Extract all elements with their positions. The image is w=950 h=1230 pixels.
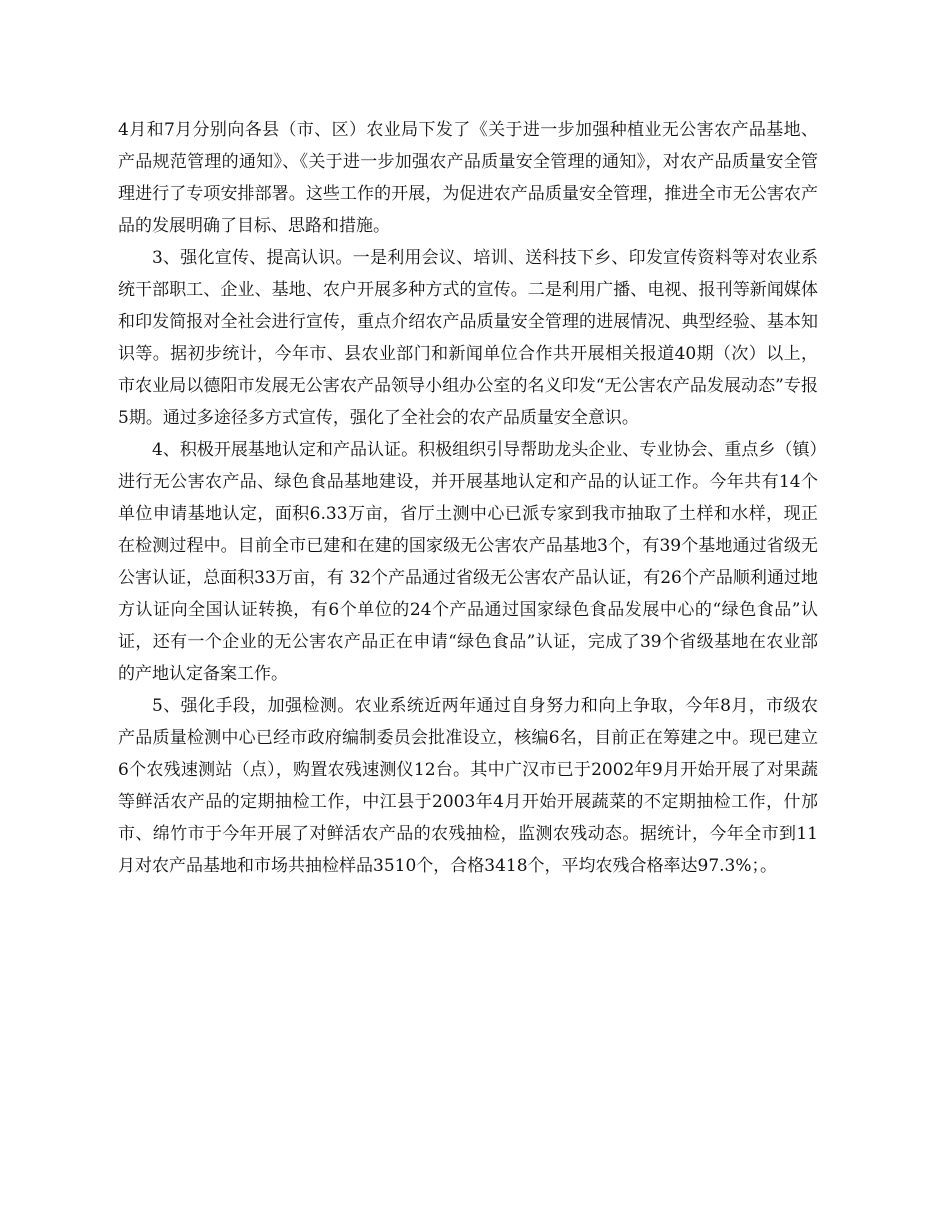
paragraph-4-certification: 4、积极开展基地认定和产品认证。积极组织引导帮助龙头企业、专业协会、重点乡（镇）进行无公害农产品、绿色食品基地建设，并开展基地认定和产品的认证工作。今年共有14个单位申请基地认定，面积6.33万亩，省厅土测中心已派专家到我市抽取了土样和水样，现正在检测过程中。目前全市已建和在建的国家级无公害农产品基地3个，有39个基地通过省级无公害认证，总面积33万亩，有 32个产品通过省级无公害农产品认证，有26个产品顺利通过地方认证向全国认证转换，有6个单位的24个产品通过国家绿色食品发展中心的“绿色食品”认证，还有一个企业的无公害农产品正在申请“绿色食品”认证，完成了39个省级基地在农业部的产地认定备案工作。 bbox=[118, 440, 818, 684]
paragraph-5-testing: 5、强化手段，加强检测。农业系统近两年通过自身努力和向上争取，今年8月，市级农产品质量检测中心已经市政府编制委员会批准设立，核编6名，目前正在筹建之中。现已建立6个农残速测站（点），购置农残速测仪12台。其中广汉市已于2002年9月开始开展了对果蔬等鲜活农产品的定期抽检工作，中江县于2003年4月开始开展蔬菜的不定期抽检工作，什邡市、绵竹市于今年开展了对鲜活农产品的农残抽检，监测农残动态。据统计，今年全市到11月对农产品基地和市场共抽检样品3510个，合格3418个，平均农残合格率达97.3%；。 bbox=[118, 696, 818, 876]
document-page bbox=[118, 114, 818, 882]
paragraph-continued: 4月和7月分别向各县（市、区）农业局下发了《关于进一步加强种植业无公害农产品基地、产品规范管理的通知》、《关于进一步加强农产品质量安全管理的通知》，对农产品质量安全管理进行了专项安排部署。这些工作的开展，为促进农产品质量安全管理，推进全市无公害农产品的发展明确了目标、思路和措施。 bbox=[118, 120, 818, 236]
paragraph-3-publicity: 3、强化宣传、提高认识。一是利用会议、培训、送科技下乡、印发宣传资料等对农业系统干部职工、企业、基地、农户开展多种方式的宣传。二是利用广播、电视、报刊等新闻媒体和印发简报对全社会进行宣传，重点介绍农产品质量安全管理的进展情况、典型经验、基本知识等。据初步统计，今年市、县农业部门和新闻单位合作共开展相关报道40期（次）以上，市农业局以德阳市发展无公害农产品领导小组办公室的名义印发“无公害农产品发展动态”专报5期。通过多途径多方式宣传，强化了全社会的农产品质量安全意识。 bbox=[118, 248, 818, 428]
